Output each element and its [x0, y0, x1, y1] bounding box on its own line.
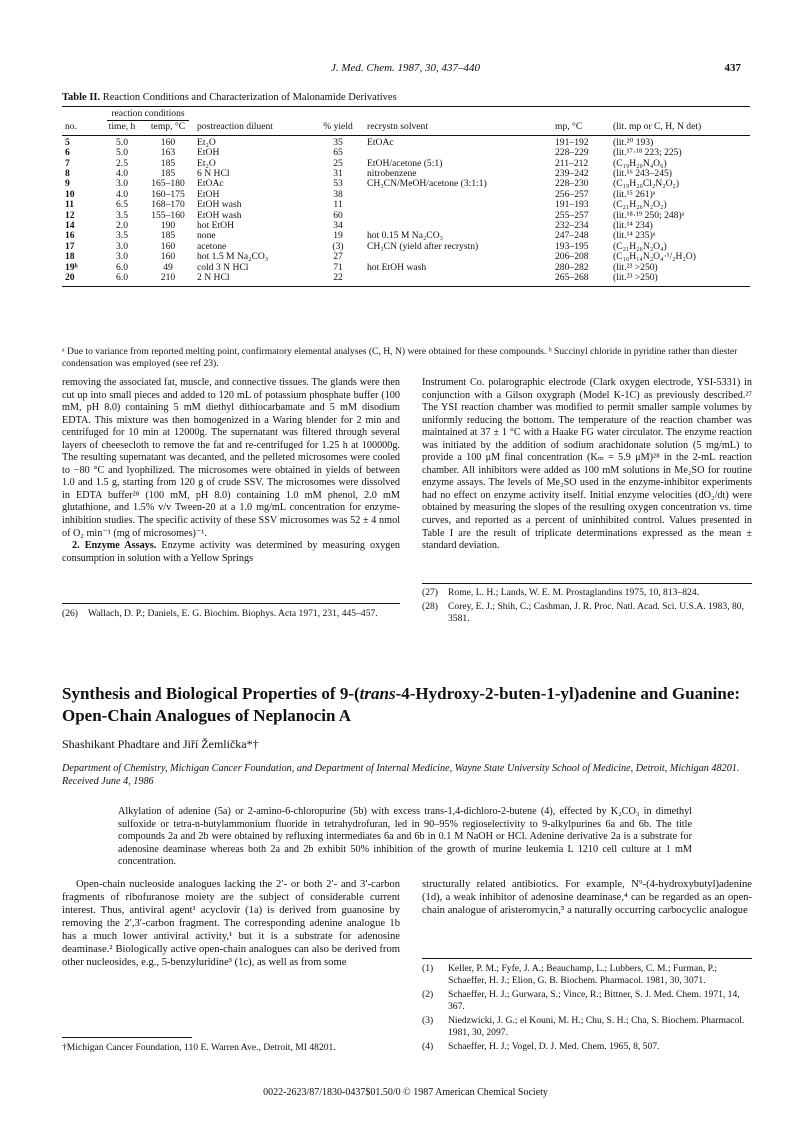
table-cell: 11: [333, 199, 343, 211]
table-cell: EtOH: [197, 147, 220, 159]
assay-paragraph: Instrument Co. polarographic electrode (Clark oxygen electrode, YSI-5331) in conjunction with a Gilson oxygraph (Model K-1C) as previously described.²⁷ The YSI reaction chamber was modified to permit smaller sample volumes by uniformly reducing the bottom. The temperature of the reaction chamber was maintained at 37 ± 1 °C with a Haake FG water circulator. The enzyme reaction was initiated by the addition of sodium arachidonate solution (5 mg/mL) to provide a 100 μM final concentration (Kₘ = 5.9 μM)²⁸ in the 2-mL reaction chamber. All inhibitors were added as 100 mM solutions in Me₂SO for routine enzyme assays. The levels of Me₂SO used in the enzyme-inhibitor experiments had no effect on enzyme activity itself. Initial enzyme velocities (dO₂/dt) were obtained by measuring the slopes of the resulting oxygen concentration vs. time curves, and reported as a percent of uninhibited control. Values presented in Table I are the result of triplicate determinations expressed as the mean ± standard deviation.: [422, 377, 752, 552]
reference-text: Keller, P. M.; Fyfe, J. A.; Beauchamp, L.; Lubbers, C. M.; Furman, P.; Schaeffer, H. J.; Elion, G. B. Biochem. Pharmacol. 1981, 30, 3071.: [448, 963, 718, 986]
reference-text: Schaeffer, H. J.; Vogel, D. J. Med. Chem. 1965, 8, 507.: [448, 1041, 660, 1052]
compound-number: 11: [65, 199, 75, 211]
reference-text: Niedzwicki, J. G.; el Kouni, M. H.; Chu, S. H.; Cha, S. Biochem. Pharmacol. 1981, 30, 2097.: [448, 1015, 745, 1038]
reference-item: [422, 601, 752, 625]
table-cell: 163: [160, 147, 176, 159]
table-cell: 280–282: [555, 261, 589, 273]
article-reference-list: [422, 963, 752, 1055]
table-cell: 35: [333, 136, 343, 148]
article-references-divider: [422, 958, 752, 959]
compound-number: 7: [65, 157, 70, 169]
table-cell: 232–234: [555, 220, 589, 232]
author-footnote: †Michigan Cancer Foundation, 110 E. Warren Ave., Detroit, MI 48201.: [62, 1042, 336, 1053]
article-abstract: Alkylation of adenine (5a) or 2-amino-6-chloropurine (5b) with excess trans-1,4-dichloro-2-butene (4), effected by K₂CO₃ in dimethyl sulfoxide or tetra-n-butylammonium fluoride in tetrahydrofuran, led in 90–95% regioselectivity to 9-alkylpurines 6a and 6b. The title compounds 2a and 2b were obtained by refluxing intermediates 6a and 6b in 0.1 M NaOH or HCl. Adenine derivative 2a is a substrate for adenosine deaminase whereas both 2a and 2b exhibit 50% inhibition of the growth of murine leukemia L 1210 cell culture at 1 mM concentration.: [118, 806, 692, 868]
column-header: no.: [62, 121, 102, 135]
table-cell: 160: [160, 240, 176, 252]
reference-list-right: [422, 587, 752, 627]
table-cell: hot 0.15 M Na₂CO₃: [367, 230, 443, 242]
table-cell: 160–175: [151, 188, 185, 200]
column-header: % yield: [312, 121, 364, 135]
table-cell: 185: [160, 230, 176, 242]
reference-list-left: [62, 608, 400, 622]
intro-left-column: [62, 878, 400, 969]
reference-number: (26): [62, 608, 78, 619]
table-cell: none: [197, 230, 216, 242]
table-cell: 6 N HCl: [197, 168, 230, 180]
enzyme-assays-text: Enzyme activity was determined by measuring oxygen consumption in solution with a Yellow Springs: [62, 540, 401, 564]
column-header: (lit. mp or C, H, N det): [610, 121, 750, 135]
table-cell: cold 3 N HCl: [197, 261, 249, 273]
table-cell: (lit.²³ >250): [610, 273, 750, 286]
compound-number: 17: [65, 240, 75, 252]
running-head: [0, 62, 811, 78]
intro-right-column: [422, 878, 752, 917]
table-cell: hot EtOH: [197, 220, 235, 232]
compound-number: 20: [62, 273, 102, 286]
table-cell: 3.5: [116, 230, 128, 242]
table-cell: (lit.²³ >250): [613, 261, 658, 273]
table-cell: 22: [312, 273, 364, 286]
table-cell: 6.0: [102, 273, 142, 286]
reference-number: (2): [422, 989, 434, 1000]
table-cell: (C₂₁H₂₆N₂O₄): [613, 240, 667, 252]
table-cell: 239–242: [555, 168, 589, 180]
compound-number: 5: [65, 136, 70, 148]
reference-text: Rome, L. H.; Lands, W. E. M. Prostaglandins 1975, 10, 813–824.: [448, 587, 700, 598]
table-cell: EtOH wash: [197, 199, 242, 211]
table-cell: 256–257: [555, 188, 589, 200]
table-cell: 191–193: [555, 199, 589, 211]
compound-number: 8: [65, 168, 70, 180]
table-cell: 3.0: [116, 240, 128, 252]
compound-number: 6: [65, 147, 70, 159]
upper-left-column: [62, 377, 400, 565]
table-cell: 49: [163, 261, 173, 273]
table-cell: 4.0: [116, 168, 128, 180]
table-cell: 19: [333, 230, 343, 242]
table-cell: 190: [160, 220, 176, 232]
reference-number: (3): [422, 1015, 434, 1026]
table-cell: (lit.¹⁶ 243–245): [613, 168, 672, 180]
table-cell: CH₃CN/MeOH/acetone (3:1:1): [367, 178, 487, 190]
reference-text: Schaeffer, H. J.; Gurwara, S.; Vince, R.; Bittner, S. J. Med. Chem. 1971, 14, 367.: [448, 989, 740, 1012]
reference-item: [422, 587, 752, 599]
table-cell: (lit.¹⁸·¹⁹ 250; 248)ᵃ: [613, 209, 685, 221]
table-cell: 2.5: [116, 157, 128, 169]
table-cell: 206–208: [555, 251, 589, 263]
table-cell: 155–160: [151, 209, 185, 221]
table-cell: (lit.¹⁴ 235)ᵃ: [613, 230, 656, 242]
reference-number: (28): [422, 601, 438, 612]
copyright-line: 0022-2623/87/1830-0437$01.50/0 © 1987 American Chemical Society: [263, 1087, 548, 1098]
table-cell: 193–195: [555, 240, 589, 252]
malonamide-table: [62, 106, 750, 287]
table-cell: 228–229: [555, 147, 589, 159]
table-footnote: ᵃ Due to variance from reported melting point, confirmatory elemental analyses (C, H, N) were obtained for these compounds. ᵇ Succinyl chloride in pyridine rather than diester condensation was employed (see ref 23).: [62, 346, 738, 369]
table-cell: 165–180: [151, 178, 185, 190]
table-cell: [364, 200, 552, 210]
reference-item: [422, 963, 752, 987]
table-cell: 38: [333, 188, 343, 200]
references-divider-left: [62, 603, 400, 604]
table-cell: 27: [333, 251, 343, 263]
table-cell: nitrobenzene: [367, 168, 417, 180]
upper-right-column: [422, 377, 752, 553]
table-cell: [364, 211, 552, 221]
table-cell: hot 1.5 M Na₂CO₃: [197, 251, 269, 263]
reference-number: (1): [422, 963, 434, 974]
reference-item: [422, 989, 752, 1013]
table-cell: EtOAc: [197, 178, 224, 190]
column-header: temp, °C: [142, 121, 194, 135]
compound-number: 16: [65, 230, 75, 242]
table-cell: (lit.¹⁴ 234): [613, 220, 653, 232]
article-affiliation: Department of Chemistry, Michigan Cancer Foundation, and Department of Internal Medicine, Wayne State University School of Medicine, Detroit, Michigan 48201. Received June 4, 1986: [62, 763, 740, 787]
table-cell: 2.0: [116, 220, 128, 232]
compound-number: 9: [65, 178, 70, 190]
reference-item: [422, 1015, 752, 1039]
table-caption: [62, 92, 750, 103]
reference-item: [62, 608, 400, 620]
table-caption-text: Reaction Conditions and Characterization of Malonamide Derivatives: [102, 92, 397, 103]
table-cell: 211–212: [555, 157, 589, 169]
methods-paragraph: removing the associated fat, muscle, and connective tissues. The glands were then cut up into small pieces and added to 120 mL of potassium phosphate buffer (100 mM, pH 8.0) containing 5 mM diethyl dithiocarbamate and 5 mM disodium EDTA. This mixture was then homogenized in a Waring blender for 2 min and centrifuged for 10 min at 12000g. The supernatant was filtered through several layers of cheesecloth to remove the fat and re-centrifuged for 1.25 h at 100000g. The resulting supernatant was decanted, and the pelleted microsomes were cooled to −80 °C and lyophilized. The microsomes were obtained in yields of between 1.0 and 1.5 g, starting from 120 g of crude SSV. The microsomes were dissolved in EDTA buffer²⁸ (100 mM, pH 8.0) containing 1.0 mM phenol, 2.0 mM glutathione, and 1.5% v/v Tween-20 at a 1.0 mg/mL concentration for enzyme-inhibition studies. The specific activity of these SSV microsomes was 52 ± 4 nmol of O₂ min⁻¹ (mg of microsomes)⁻¹.: [62, 377, 400, 539]
table-cell: EtOAc: [367, 136, 394, 148]
reference-number: (27): [422, 587, 438, 598]
table-cell: 6.0: [116, 261, 128, 273]
table-cell: 191–192: [555, 136, 589, 148]
table-cell: 3.5: [116, 209, 128, 221]
table-cell: 4.0: [116, 188, 128, 200]
compound-number: 10: [65, 188, 75, 200]
table-cell: 6.5: [116, 199, 128, 211]
footnote-divider: [62, 1037, 192, 1038]
table-cell: CH₃CN (yield after recrystn): [367, 240, 479, 252]
reference-text: Wallach, D. P.; Daniels, E. G. Biochim. Biophys. Acta 1971, 231, 445–457.: [88, 608, 378, 619]
table-cell: (3): [332, 240, 344, 252]
table-cell: 5.0: [116, 147, 128, 159]
table-cell: hot EtOH wash: [367, 261, 427, 273]
intro-continuation: structurally related antibiotics. For example, N⁹-(4-hydroxybutyl)adenine (1d), a weak inhibitor of adenosine deaminase,⁴ can be regarded as an open-chain analogue of aristeromycin,⁵ a naturally occurring carbocyclic analogue: [422, 879, 752, 916]
intro-paragraph: Open-chain nucleoside analogues lacking the 2′- or both 2′- and 3′-carbon fragments of ribofuranose moiety are the subject of considerable current interest. Thus, antiviral agent¹ acyclovir (1a) is derived from guanosine by removing the 2′,3′-carbon fragment. The corresponding adenine analogue 1b has a much lower antiviral activity,¹ but it is a substrate for adenosine deaminase.² Biologically active open-chain analogues can also be derived from other nucleosides, e.g., 5-benzyluridine³ (1c), as well as from some: [62, 879, 400, 968]
table-cell: Et₂O: [197, 136, 216, 148]
column-header: recrystn solvent: [364, 121, 552, 135]
table-cell: 247–248: [555, 230, 589, 242]
reference-number: (4): [422, 1041, 434, 1052]
column-header: time, h: [102, 121, 142, 135]
compound-number: 19ᵇ: [65, 261, 78, 273]
table-cell: acetone: [197, 240, 227, 252]
table-cell: 3.0: [116, 251, 128, 263]
table-label: Table II.: [62, 92, 101, 103]
table-cell: (C₁₉H₂₀Cl₂N₂O₂): [613, 178, 680, 190]
table-cell: (lit.¹⁷·¹⁸ 223; 225): [613, 147, 682, 159]
reference-text: Corey, E. J.; Shih, C.; Cashman, J. R. Proc. Natl. Acad. Sci. U.S.A. 1983, 80, 3581.: [448, 601, 744, 624]
journal-citation: J. Med. Chem. 1987, 30, 437–440: [330, 62, 481, 74]
compound-number: 12: [65, 209, 75, 221]
table-cell: 60: [333, 209, 343, 221]
table-cell: 160: [160, 136, 176, 148]
table-cell: 2 N HCl: [194, 273, 312, 286]
table-cell: 185: [160, 157, 176, 169]
table-group-header: reaction conditions: [102, 107, 194, 122]
table-cell: [364, 273, 552, 286]
table-cell: 31: [333, 168, 343, 180]
table-cell: 25: [333, 157, 343, 169]
table-row: [62, 273, 750, 286]
table-cell: 185: [160, 168, 176, 180]
compound-number: 14: [65, 220, 75, 232]
table-cell: Et₂O: [197, 157, 216, 169]
table-cell: 160: [160, 251, 176, 263]
reference-item: [422, 1041, 752, 1053]
article-title: Synthesis and Biological Properties of 9-(trans-4-Hydroxy-2-buten-1-yl)adenine and Guanine: Open-Chain Analogues of Neplanocin A: [62, 684, 741, 725]
table-cell: EtOH: [197, 188, 220, 200]
table-cell: (lit.²⁰ 193): [613, 136, 654, 148]
table-cell: 168–170: [151, 199, 185, 211]
table-cell: (lit.¹⁵ 261)ᵃ: [613, 188, 656, 200]
table-cell: [364, 190, 552, 200]
references-divider-right: [422, 583, 752, 584]
table-cell: 5.0: [116, 136, 128, 148]
table-cell: 65: [333, 147, 343, 159]
table-cell: 34: [333, 220, 343, 232]
page-number: 437: [724, 62, 741, 74]
table-cell: (C₂₁H₂₆N₂O₂): [613, 199, 667, 211]
table-cell: 255–257: [555, 209, 589, 221]
table-cell: (C₁₆H₁₄N₂O₄·¹/₂H₂O): [613, 251, 696, 263]
table-cell: 228–230: [555, 178, 589, 190]
column-header: mp, °C: [552, 121, 610, 135]
enzyme-assays-heading: 2. Enzyme Assays.: [72, 540, 157, 552]
column-header: postreaction diluent: [194, 121, 312, 135]
article-authors: Shashikant Phadtare and Jiří Žemlička*†: [62, 737, 259, 751]
table-cell: 71: [333, 261, 343, 273]
table-cell: EtOH wash: [197, 209, 242, 221]
table-cell: EtOH/acetone (5:1): [367, 157, 443, 169]
table-cell: 3.0: [116, 178, 128, 190]
table-cell: (C₁₉H₂₀N₄O₆): [613, 157, 667, 169]
table-cell: 53: [333, 178, 343, 190]
table-cell: 210: [142, 273, 194, 286]
compound-number: 18: [65, 251, 75, 263]
table-cell: 265–268: [552, 273, 610, 286]
